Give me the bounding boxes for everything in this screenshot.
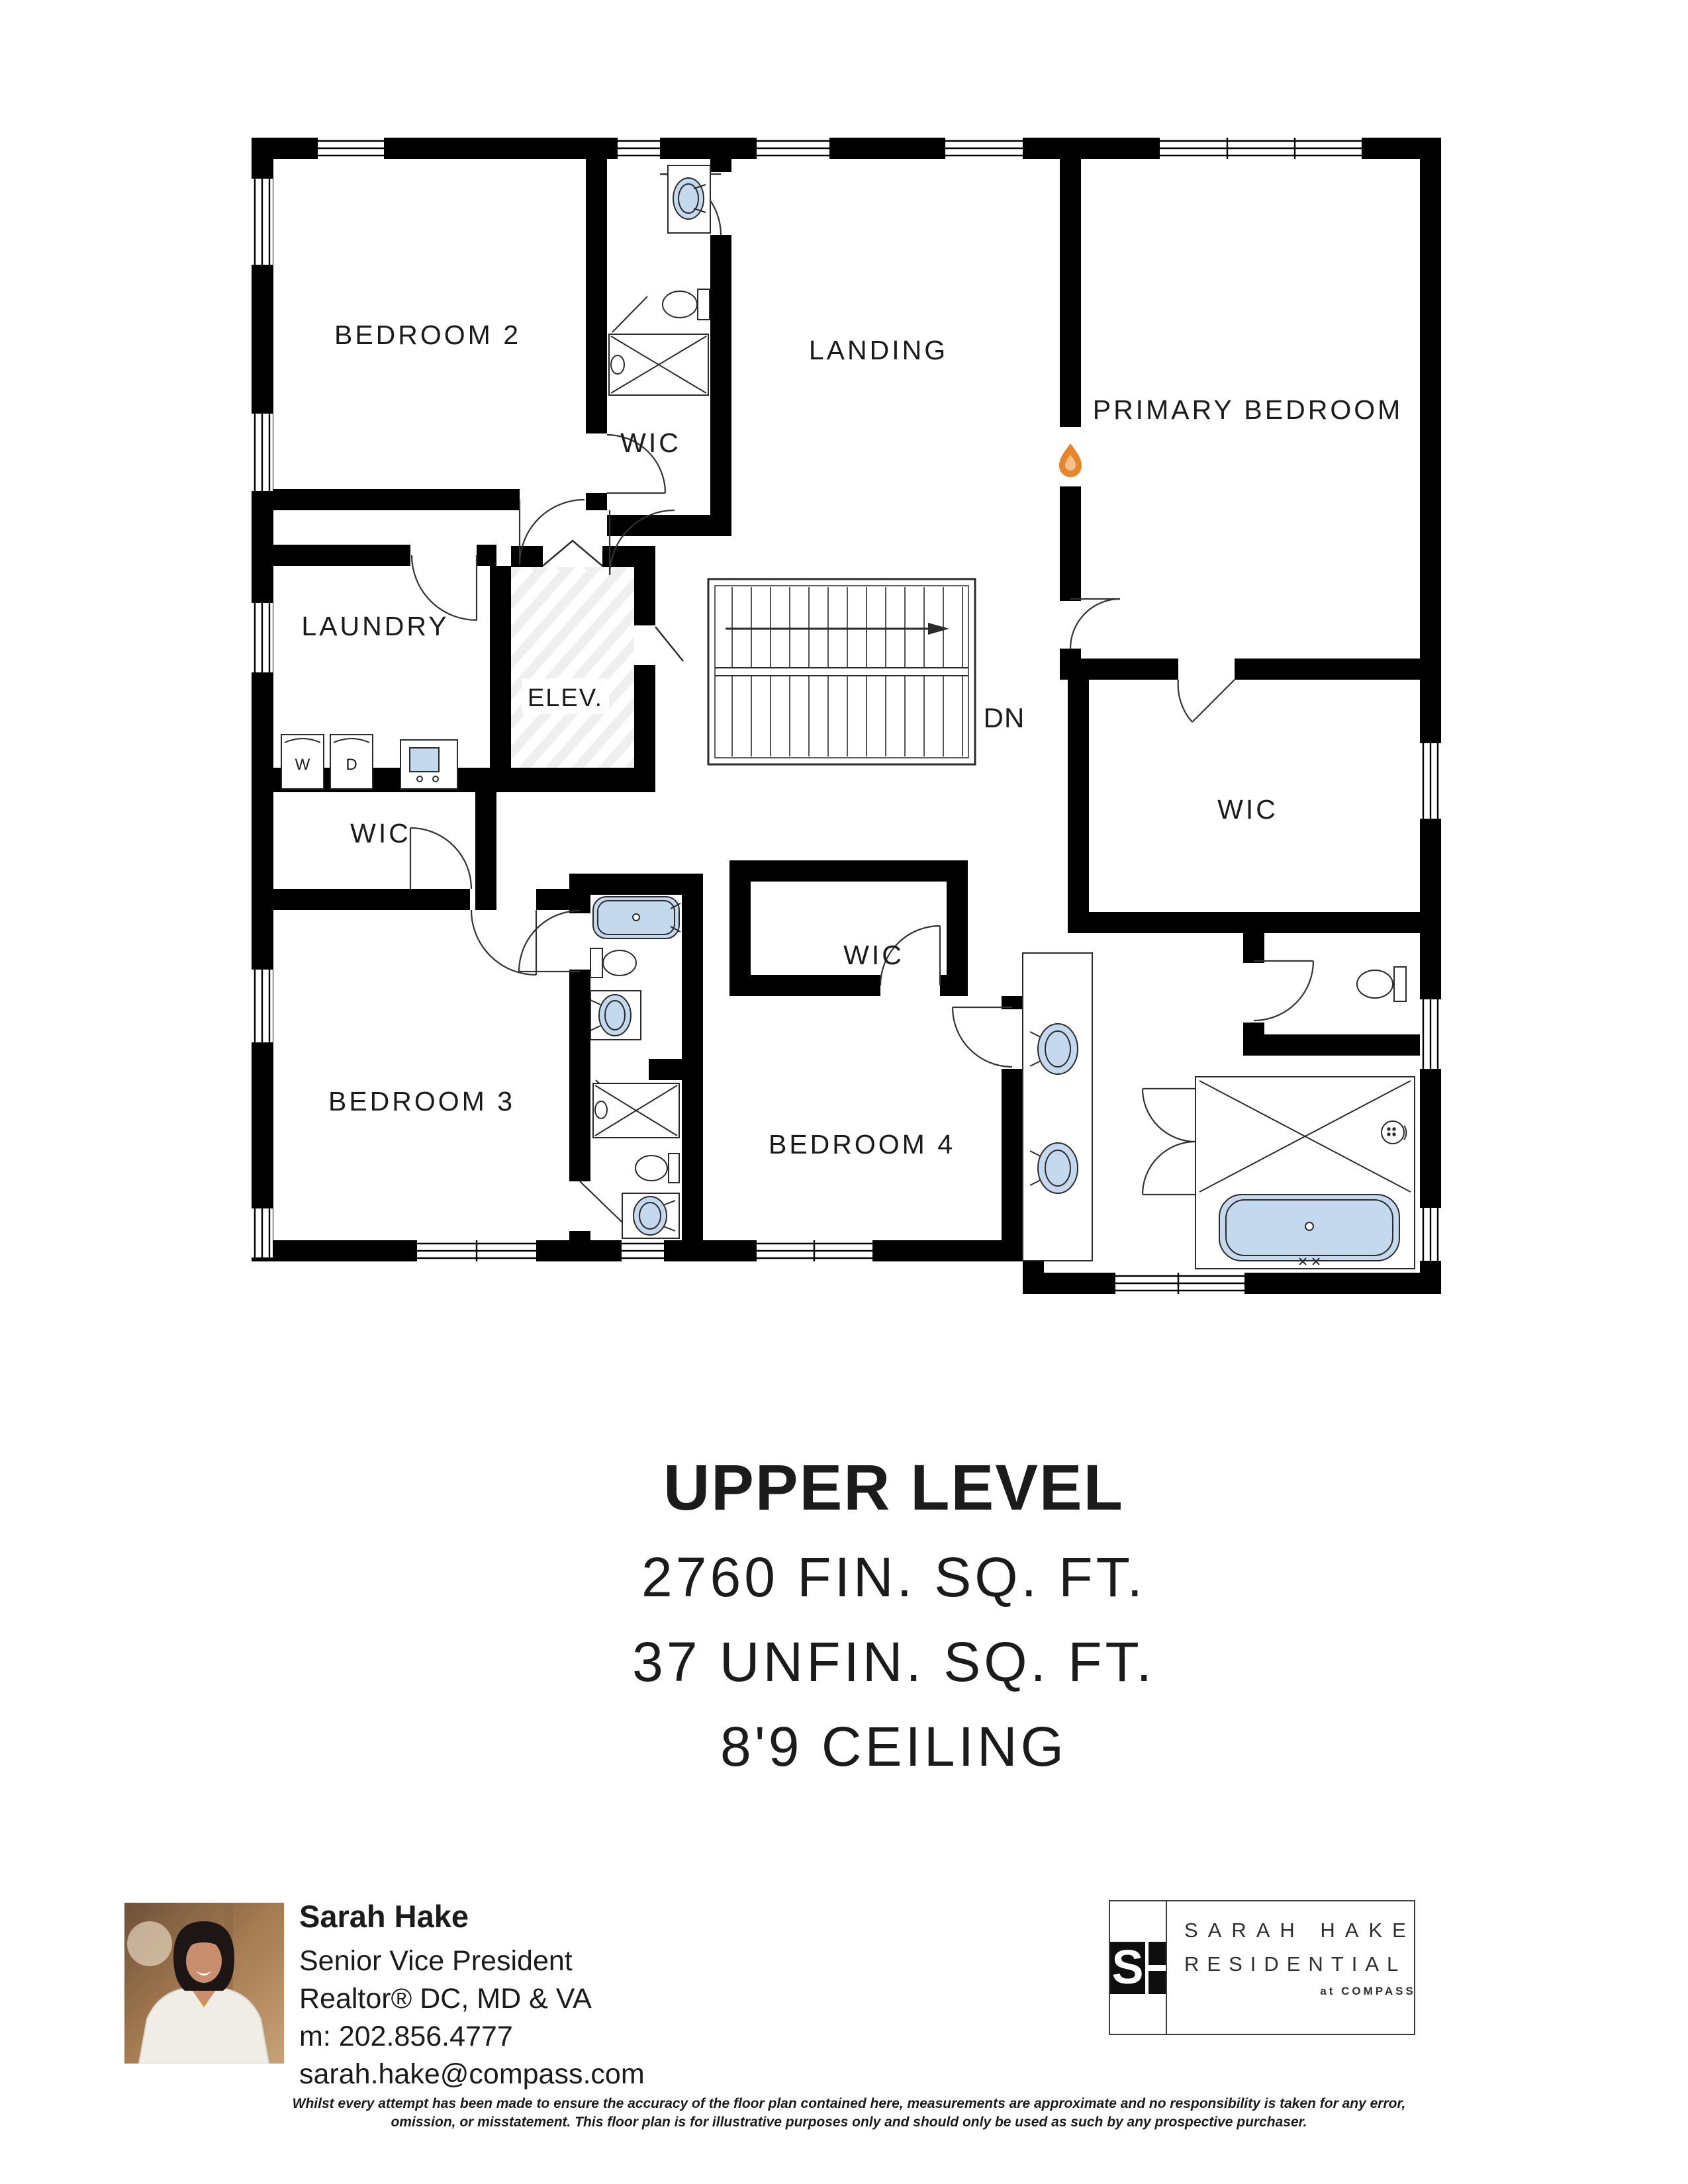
disclaimer-line1: Whilst every attempt has been made to ensure the accuracy of the floor plan contained here, measurements are approximate and no responsibility is taken for any error, [292,2096,1406,2111]
label-bedroom3: BEDROOM 3 [328,1086,516,1116]
shower-icon [593,1083,679,1138]
stair-direction-arrow [928,623,949,635]
room-labels [295,320,1403,1160]
disclaimer [199,2095,1499,2131]
brand-line1: SARAH HAKE [1184,1919,1416,1942]
monogram-h-icon [1149,1942,1166,1994]
disclaimer-line2: omission, or misstatement. This floor plan is for illustrative purposes only and should only be used as such by any prospective purchaser. [391,2114,1307,2130]
unfinished-sqft: 37 UNFIN. SQ. FT. [632,1631,1155,1693]
staircase [708,579,975,764]
label-bedroom4: BEDROOM 4 [768,1129,956,1160]
toilet-icon [663,289,710,320]
finished-sqft: 2760 FIN. SQ. FT. [641,1546,1146,1608]
sink-icon [668,165,710,233]
fireplace-icon [1059,427,1082,486]
level-summary [463,1451,1324,1779]
toilet-icon [590,948,636,978]
label-laundry: LAUNDRY [301,611,449,641]
label-wic-bedroom2: WIC [620,428,681,458]
label-dryer: D [346,756,357,774]
label-wic-bedroom4: WIC [843,940,904,970]
floor-plan [252,136,1443,1300]
level-title: UPPER LEVEL [663,1451,1124,1524]
label-bedroom2: BEDROOM 2 [334,320,522,350]
agent-email: sarah.hake@compass.com [299,2058,645,2090]
agent-photo [124,1903,284,2064]
ceiling-height: 8'9 CEILING [720,1715,1067,1778]
bathtub-icon [1219,1195,1399,1265]
toilet-icon [635,1154,679,1183]
label-washer: W [295,756,310,774]
label-primary-bedroom: PRIMARY BEDROOM [1092,394,1403,425]
agent-info [299,1898,645,2093]
brand-tagline: at COMPASS [1320,1985,1416,1997]
sink-icon [622,1193,679,1238]
wet-room [1196,1077,1415,1269]
double-vanity [1023,953,1092,1261]
stair-treads [732,587,962,756]
agent-name: Sarah Hake [299,1899,469,1934]
sink-icon [590,991,641,1040]
toilet-icon [1357,967,1406,1001]
agent-license: Realtor® DC, MD & VA [299,1983,592,2015]
label-wic-primary: WIC [1217,794,1278,825]
brand-monogram [1110,1901,1167,2034]
label-elevator: ELEV. [527,684,604,712]
bathtub-icon [593,897,680,938]
agent-phone: m: 202.856.4777 [299,2021,513,2052]
label-wic-hall: WIC [350,818,411,848]
laundry-sink-icon [400,740,457,789]
monogram-s-icon: S [1110,1942,1145,1994]
label-stairs-dn: DN [983,702,1025,733]
brand-line2: RESIDENTIAL [1184,1952,1407,1976]
agent-job-title: Senior Vice President [299,1945,573,1977]
brokerage-logo [1109,1900,1415,2035]
brand-name [1167,1901,1430,2034]
label-landing: LANDING [808,335,949,365]
